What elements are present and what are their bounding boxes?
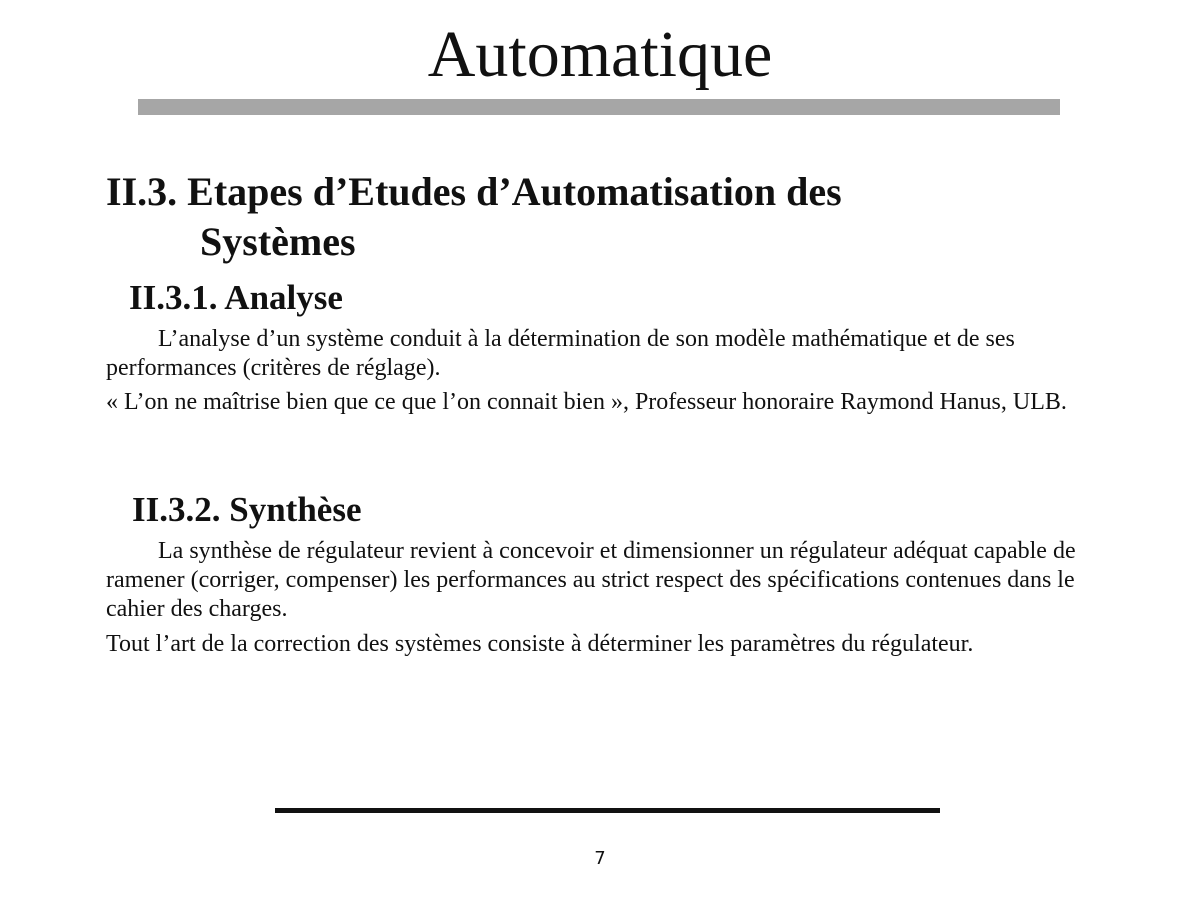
section-title-line1: II.3. Etapes d’Etudes d’Automatisation des (106, 169, 842, 214)
section-title-line2: Systèmes (200, 219, 356, 264)
page-number: 7 (594, 848, 606, 869)
section-title (106, 167, 1106, 267)
footer-rule (275, 808, 940, 813)
subsection-title-synthese: II.3.2. Synthèse (132, 490, 362, 529)
synthese-paragraph: La synthèse de régulateur revient à concevoir et dimensionner un régulateur adéquat capable de ramener (corriger, compenser) les performances au strict respect des spécifications contenues dans le cahier des charges. (106, 538, 1076, 622)
slide-title: Automatique (427, 18, 773, 91)
subsection-title-analyse: II.3.1. Analyse (129, 278, 343, 317)
analyse-paragraph: L’analyse d’un système conduit à la détermination de son modèle mathématique et de ses performances (critères de réglage). (106, 326, 1015, 381)
title-underline (138, 99, 1060, 115)
analyse-quote: « L’on ne maîtrise bien que ce que l’on connait bien », Professeur honoraire Raymond Hanus, ULB. (106, 389, 1067, 415)
synthese-conclusion: Tout l’art de la correction des systèmes consiste à déterminer les paramètres du régulateur. (106, 631, 974, 657)
